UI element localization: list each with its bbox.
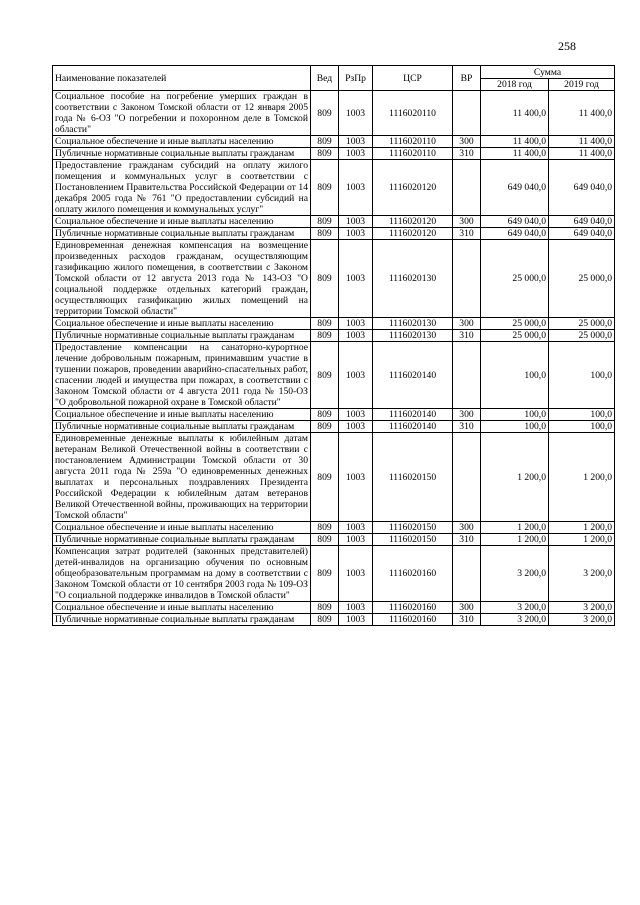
cell-ved: 809 [311, 240, 339, 318]
cell-y2019: 25 000,0 [549, 240, 615, 318]
cell-y2018: 3 200,0 [481, 546, 549, 602]
cell-rzpr: 1003 [339, 534, 373, 546]
cell-vr [453, 546, 481, 602]
cell-ved: 809 [311, 602, 339, 614]
cell-vr: 310 [453, 534, 481, 546]
cell-y2019: 3 200,0 [549, 546, 615, 602]
cell-vr [453, 433, 481, 522]
cell-rzpr: 1003 [339, 228, 373, 240]
cell-csr: 1116020150 [373, 522, 453, 534]
cell-vr: 310 [453, 330, 481, 342]
cell-csr: 1116020110 [373, 136, 453, 148]
table-row [53, 216, 615, 228]
cell-vr: 300 [453, 216, 481, 228]
cell-y2019: 1 200,0 [549, 522, 615, 534]
cell-csr: 1116020120 [373, 160, 453, 216]
header-vr: ВР [453, 66, 481, 91]
cell-csr: 1116020150 [373, 534, 453, 546]
cell-vr [453, 342, 481, 409]
cell-vr [453, 240, 481, 318]
cell-rzpr: 1003 [339, 614, 373, 626]
cell-name: Публичные нормативные социальные выплаты гражданам [53, 148, 311, 160]
header-year-2018: 2018 год [481, 79, 549, 91]
cell-ved: 809 [311, 160, 339, 216]
cell-y2018: 11 400,0 [481, 91, 549, 136]
cell-y2018: 11 400,0 [481, 136, 549, 148]
cell-name: Единовременные денежные выплаты к юбилейным датам ветеранам Великой Отечественной войны в соответствии с постановлением Администрации Томской области от 30 августа 2011 года № 259а "О единовременных денежных выплатах и персональных поздравлениях Президента Российской Федерации к юбилейным датам ветеранов Великой Отечественной войны, проживающих на территории Томской области" [53, 433, 311, 522]
table-row [53, 421, 615, 433]
cell-rzpr: 1003 [339, 421, 373, 433]
cell-rzpr: 1003 [339, 546, 373, 602]
cell-csr: 1116020140 [373, 421, 453, 433]
table-row [53, 534, 615, 546]
table-row [53, 433, 615, 522]
table-row [53, 136, 615, 148]
cell-y2019: 100,0 [549, 409, 615, 421]
cell-vr [453, 91, 481, 136]
cell-y2018: 1 200,0 [481, 433, 549, 522]
cell-name: Социальное пособие на погребение умерших граждан в соответствии с Законом Томской области от 12 января 2005 года № 6-ОЗ "О погребении и похоронном деле в Томской области" [53, 91, 311, 136]
cell-ved: 809 [311, 330, 339, 342]
cell-rzpr: 1003 [339, 216, 373, 228]
cell-name: Социальное обеспечение и иные выплаты населению [53, 318, 311, 330]
cell-vr: 310 [453, 228, 481, 240]
cell-y2019: 25 000,0 [549, 330, 615, 342]
table-row [53, 546, 615, 602]
cell-name: Публичные нормативные социальные выплаты гражданам [53, 614, 311, 626]
cell-csr: 1116020130 [373, 318, 453, 330]
cell-rzpr: 1003 [339, 342, 373, 409]
cell-ved: 809 [311, 546, 339, 602]
cell-rzpr: 1003 [339, 409, 373, 421]
cell-rzpr: 1003 [339, 160, 373, 216]
cell-y2018: 100,0 [481, 421, 549, 433]
cell-ved: 809 [311, 148, 339, 160]
cell-y2019: 11 400,0 [549, 136, 615, 148]
cell-name: Публичные нормативные социальные выплаты гражданам [53, 421, 311, 433]
cell-y2018: 25 000,0 [481, 330, 549, 342]
cell-ved: 809 [311, 228, 339, 240]
cell-vr: 310 [453, 614, 481, 626]
cell-rzpr: 1003 [339, 522, 373, 534]
cell-csr: 1116020140 [373, 342, 453, 409]
cell-y2018: 3 200,0 [481, 602, 549, 614]
table-row [53, 409, 615, 421]
cell-name: Компенсация затрат родителей (законных представителей) детей-инвалидов на организацию обучения по основным общеобразовательным программам на дому в соответствии с Законом Томской области от 10 сентября 2003 года № 109-ОЗ "О социальной поддержке инвалидов в Томской области" [53, 546, 311, 602]
cell-vr: 300 [453, 602, 481, 614]
table-row [53, 240, 615, 318]
cell-ved: 809 [311, 342, 339, 409]
cell-y2018: 100,0 [481, 342, 549, 409]
cell-ved: 809 [311, 318, 339, 330]
header-year-2019: 2019 год [549, 79, 615, 91]
header-ved: Вед [311, 66, 339, 91]
cell-csr: 1116020160 [373, 614, 453, 626]
cell-rzpr: 1003 [339, 433, 373, 522]
table-row [53, 342, 615, 409]
header-name: Наименование показателей [53, 66, 311, 91]
cell-csr: 1116020110 [373, 148, 453, 160]
cell-rzpr: 1003 [339, 602, 373, 614]
cell-rzpr: 1003 [339, 91, 373, 136]
cell-y2018: 3 200,0 [481, 614, 549, 626]
cell-name: Публичные нормативные социальные выплаты гражданам [53, 534, 311, 546]
cell-name: Предоставление компенсации на санаторно-курортное лечение добровольным пожарным, принимавшим участие в тушении пожаров, проведении аварийно-спасательных работ, спасении людей и имущества при пожарах, в соответствии с Законом Томской области от 4 августа 2011 года № 150-ОЗ "О добровольной пожарной охране в Томской области" [53, 342, 311, 409]
cell-y2018: 649 040,0 [481, 160, 549, 216]
cell-vr: 310 [453, 148, 481, 160]
cell-csr: 1116020110 [373, 91, 453, 136]
cell-rzpr: 1003 [339, 330, 373, 342]
cell-y2019: 25 000,0 [549, 318, 615, 330]
cell-csr: 1116020160 [373, 602, 453, 614]
cell-y2018: 100,0 [481, 409, 549, 421]
cell-csr: 1116020130 [373, 240, 453, 318]
cell-rzpr: 1003 [339, 240, 373, 318]
budget-table [52, 65, 615, 626]
cell-y2019: 11 400,0 [549, 91, 615, 136]
table-row [53, 91, 615, 136]
table-row [53, 148, 615, 160]
header-sum: Сумма [481, 66, 615, 79]
cell-y2018: 11 400,0 [481, 148, 549, 160]
cell-ved: 809 [311, 136, 339, 148]
cell-ved: 809 [311, 216, 339, 228]
table-row [53, 602, 615, 614]
cell-y2019: 3 200,0 [549, 614, 615, 626]
cell-y2019: 3 200,0 [549, 602, 615, 614]
header-csr: ЦСР [373, 66, 453, 91]
cell-ved: 809 [311, 433, 339, 522]
header-rzpr: РзПр [339, 66, 373, 91]
cell-vr: 300 [453, 136, 481, 148]
cell-y2018: 25 000,0 [481, 318, 549, 330]
table-row [53, 160, 615, 216]
cell-vr: 310 [453, 421, 481, 433]
cell-vr [453, 160, 481, 216]
cell-name: Социальное обеспечение и иные выплаты населению [53, 602, 311, 614]
cell-name: Публичные нормативные социальные выплаты гражданам [53, 330, 311, 342]
cell-name: Социальное обеспечение и иные выплаты населению [53, 522, 311, 534]
cell-name: Предоставление гражданам субсидий на оплату жилого помещения и коммунальных услуг в соответствии с Постановлением Правительства Российской Федерации от 14 декабря 2005 года № 761 "О предоставлении субсидий на оплату жилого помещения и коммунальных услуг" [53, 160, 311, 216]
cell-ved: 809 [311, 91, 339, 136]
cell-name: Единовременная денежная компенсация на возмещение произведенных расходов гражданам, осуществляющим газификацию жилого помещения, в соответствии с Законом Томской области от 12 августа 2013 года № 143-ОЗ "О социальной поддержке отдельных категорий граждан, осуществляющих газификацию жилых помещений на территории Томской области" [53, 240, 311, 318]
cell-name: Публичные нормативные социальные выплаты гражданам [53, 228, 311, 240]
cell-ved: 809 [311, 409, 339, 421]
cell-y2019: 11 400,0 [549, 148, 615, 160]
cell-y2018: 1 200,0 [481, 534, 549, 546]
table-row [53, 228, 615, 240]
cell-csr: 1116020140 [373, 409, 453, 421]
cell-rzpr: 1003 [339, 136, 373, 148]
cell-ved: 809 [311, 614, 339, 626]
cell-csr: 1116020150 [373, 433, 453, 522]
table-row [53, 522, 615, 534]
page-number: 258 [558, 39, 576, 53]
table-row [53, 318, 615, 330]
cell-rzpr: 1003 [339, 148, 373, 160]
table-row [53, 330, 615, 342]
cell-vr: 300 [453, 522, 481, 534]
table-body [53, 91, 615, 626]
cell-csr: 1116020160 [373, 546, 453, 602]
cell-csr: 1116020120 [373, 228, 453, 240]
cell-y2018: 1 200,0 [481, 522, 549, 534]
cell-vr: 300 [453, 409, 481, 421]
cell-y2018: 25 000,0 [481, 240, 549, 318]
cell-ved: 809 [311, 522, 339, 534]
cell-name: Социальное обеспечение и иные выплаты населению [53, 216, 311, 228]
cell-y2018: 649 040,0 [481, 228, 549, 240]
cell-vr: 300 [453, 318, 481, 330]
table-row [53, 614, 615, 626]
cell-name: Социальное обеспечение и иные выплаты населению [53, 136, 311, 148]
cell-rzpr: 1003 [339, 318, 373, 330]
cell-y2019: 649 040,0 [549, 228, 615, 240]
cell-ved: 809 [311, 421, 339, 433]
cell-y2018: 649 040,0 [481, 216, 549, 228]
cell-name: Социальное обеспечение и иные выплаты населению [53, 409, 311, 421]
cell-y2019: 1 200,0 [549, 534, 615, 546]
cell-csr: 1116020120 [373, 216, 453, 228]
cell-y2019: 1 200,0 [549, 433, 615, 522]
cell-y2019: 100,0 [549, 342, 615, 409]
cell-y2019: 649 040,0 [549, 160, 615, 216]
cell-y2019: 100,0 [549, 421, 615, 433]
cell-y2019: 649 040,0 [549, 216, 615, 228]
cell-csr: 1116020130 [373, 330, 453, 342]
cell-ved: 809 [311, 534, 339, 546]
